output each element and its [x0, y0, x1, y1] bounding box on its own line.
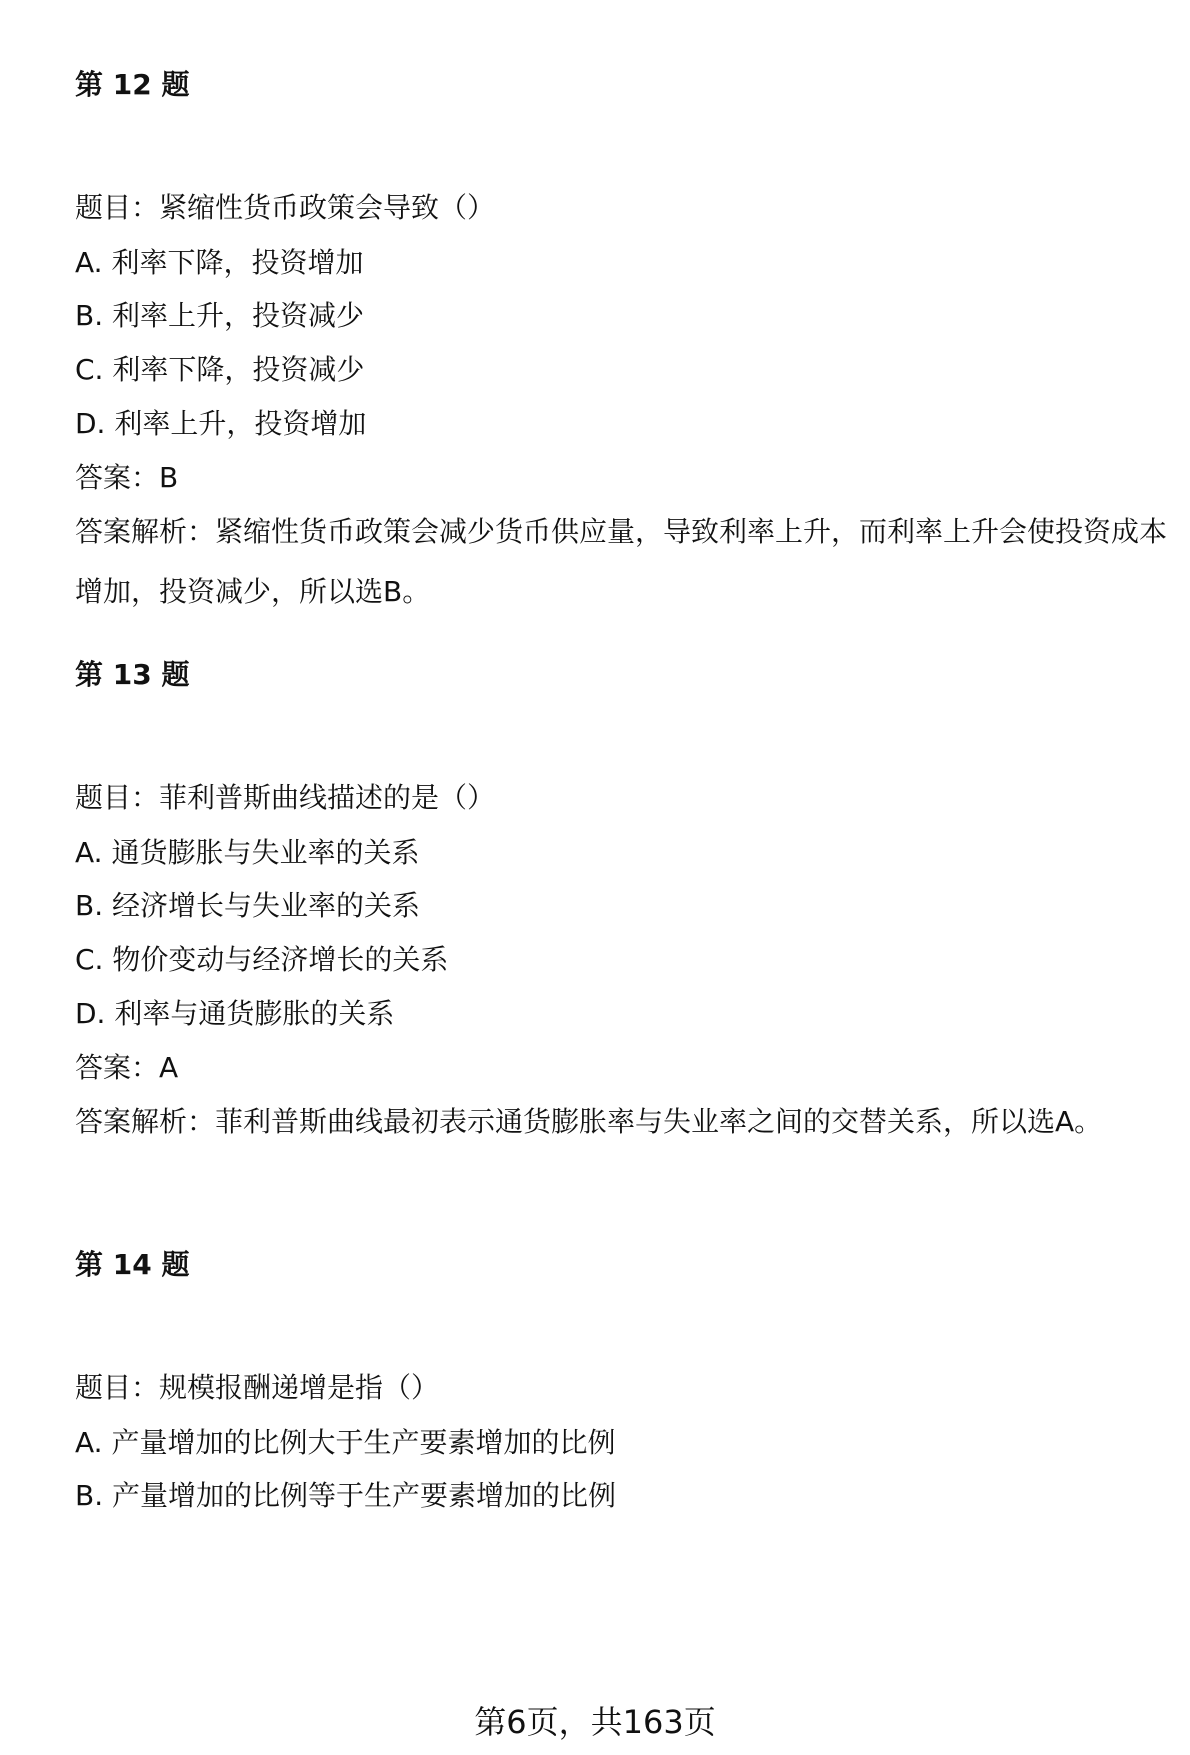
- question-14-option-b: B. 产量增加的比例等于生产要素增加的比例: [75, 1479, 617, 1512]
- question-12-option-c: C. 利率下降，投资减少: [75, 353, 365, 386]
- question-12-option-a: A. 利率下降，投资增加: [75, 246, 364, 279]
- question-12-option-b: B. 利率上升，投资减少: [75, 299, 365, 332]
- question-12-heading: 第 12 题: [75, 68, 190, 101]
- question-13-option-d: D. 利率与通货膨胀的关系: [75, 997, 395, 1030]
- question-12-explanation: 答案解析：紧缩性货币政策会减少货币供应量，导致利率上升，而利率上升会使投资成本增加，投资减少，所以选B。: [75, 515, 1168, 608]
- question-12-stem: 题目：紧缩性货币政策会导致（）: [75, 191, 496, 224]
- question-13-explanation: 答案解析：菲利普斯曲线最初表示通货膨胀率与失业率之间的交替关系，所以选A。: [75, 1105, 1103, 1138]
- question-14-option-a: A. 产量增加的比例大于生产要素增加的比例: [75, 1426, 616, 1459]
- question-13-option-a: A. 通货膨胀与失业率的关系: [75, 836, 420, 869]
- question-14-heading: 第 14 题: [75, 1248, 190, 1281]
- question-12-option-d: D. 利率上升，投资增加: [75, 407, 367, 440]
- question-14-stem: 题目：规模报酬递增是指（）: [75, 1371, 440, 1404]
- question-13-heading: 第 13 题: [75, 658, 190, 691]
- question-13-option-c: C. 物价变动与经济增长的关系: [75, 943, 449, 976]
- question-13-stem: 题目：菲利普斯曲线描述的是（）: [75, 781, 496, 814]
- question-13-option-b: B. 经济增长与失业率的关系: [75, 889, 421, 922]
- question-13-answer: 答案：A: [75, 1051, 179, 1084]
- question-12-answer: 答案：B: [75, 461, 179, 494]
- page-number-footer: 第6页，共163页: [474, 1703, 716, 1741]
